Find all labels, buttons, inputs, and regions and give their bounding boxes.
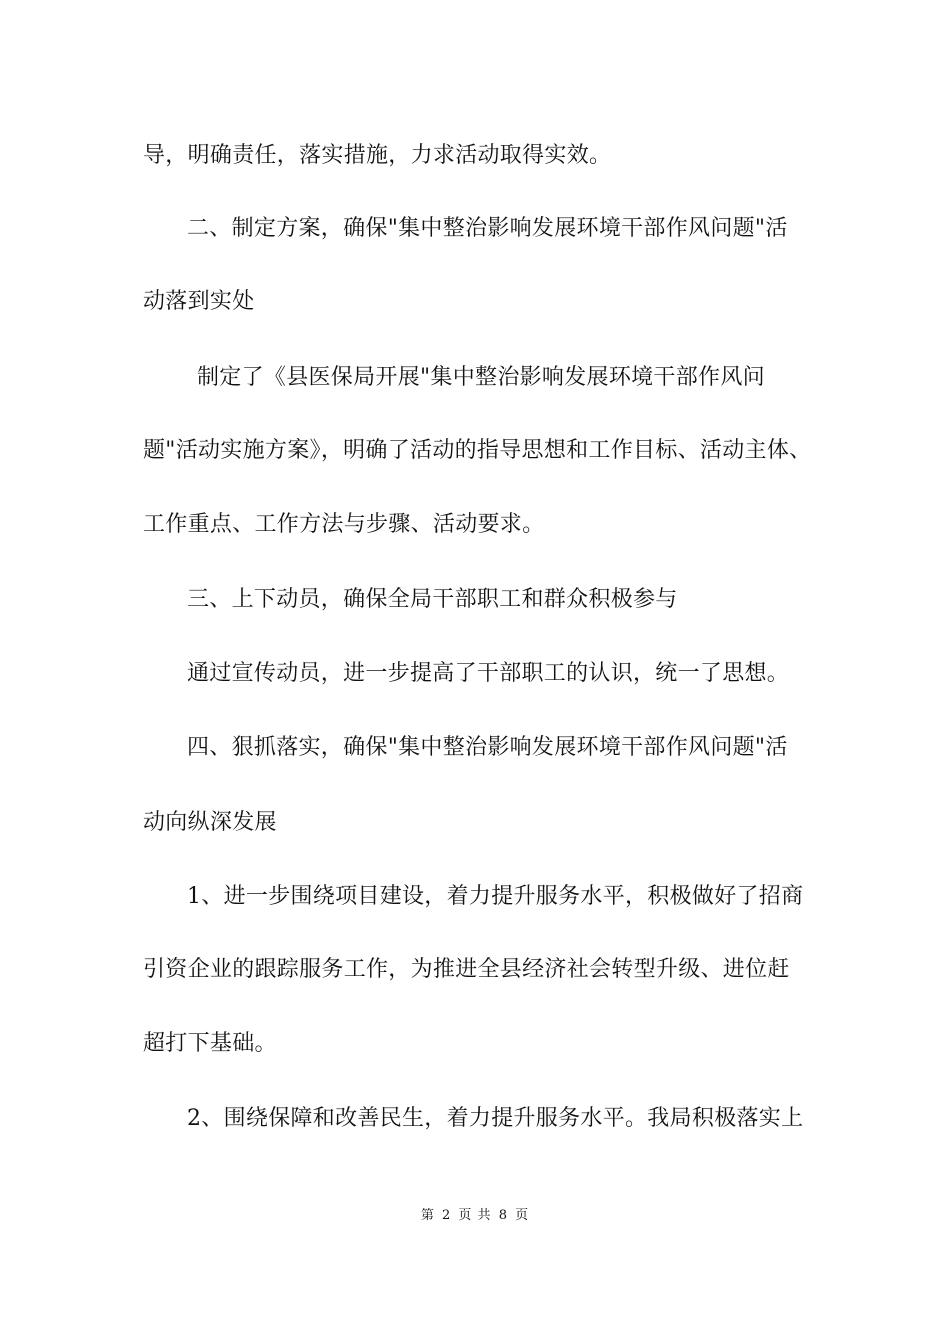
footer-current-page: 2 — [442, 1208, 452, 1223]
text-line-4: 制定了《县医保局开展"集中整治影响发展环境干部作风问 — [197, 365, 765, 390]
text-line-12: 引资企业的跟踪服务工作，为推进全县经济社会转型升级、进位赶 — [143, 957, 790, 982]
text-line-6: 工作重点、工作方法与步骤、活动要求。 — [143, 512, 545, 537]
page-footer — [0, 1207, 950, 1225]
footer-suffix: 页 — [515, 1208, 530, 1223]
text-line-13: 超打下基础。 — [143, 1031, 277, 1056]
text-line-11: 1、进一步围绕项目建设，着力提升服务水平，积极做好了招商 — [187, 884, 804, 909]
text-line-5: 题"活动实施方案》，明确了活动的指导思想和工作目标、活动主体、 — [143, 438, 812, 463]
text-line-10: 动向纵深发展 — [143, 810, 277, 835]
footer-middle: 页 共 — [458, 1208, 492, 1223]
section-heading-2: 二、制定方案，确保"集中整治影响发展环境干部作风问题"活 — [187, 216, 788, 241]
text-line-1: 导，明确责任，落实措施，力求活动取得实效。 — [143, 143, 612, 168]
text-line-3: 动落到实处 — [143, 289, 255, 314]
section-heading-3: 三、上下动员，确保全局干部职工和群众积极参与 — [187, 587, 678, 612]
section-heading-4: 四、狠抓落实，确保"集中整治影响发展环境干部作风问题"活 — [187, 735, 788, 760]
text-line-14: 2、围绕保障和改善民生，着力提升服务水平。我局积极落实上 — [187, 1106, 804, 1131]
text-line-8: 通过宣传动员，进一步提高了干部职工的认识，统一了思想。 — [187, 661, 790, 686]
footer-prefix: 第 — [420, 1208, 435, 1223]
footer-total-pages: 8 — [498, 1208, 508, 1223]
